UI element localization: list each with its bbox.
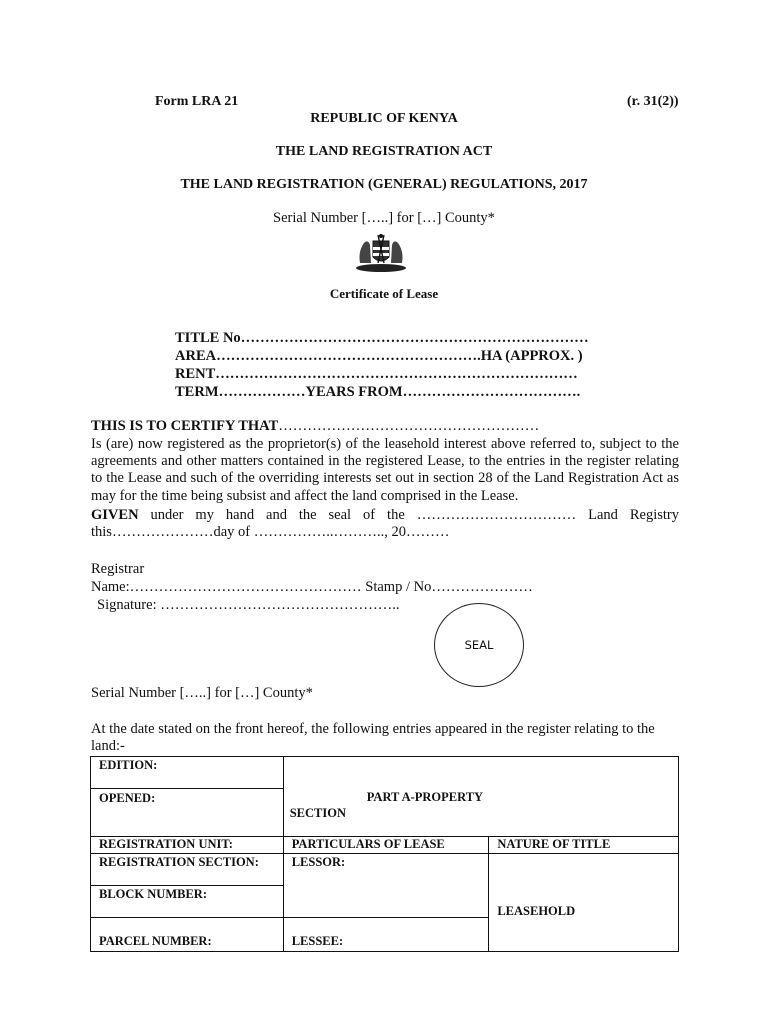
name-stamp-line: Name:………………………………………… Stamp / No………………… [91,579,533,595]
registration-section-cell: REGISTRATION SECTION: [91,854,284,886]
certify-paragraph: Is (are) now registered as the proprietor(s) of the leasehold interest above referred to, subject to the agreements and other matters contained in the registered Lease, to the entries in the register relating to the Lease and such of the overriding interests set out in section 28 of the Land Registration Act as may for the time being subsist and affect the land comprised in the Lease. [91,436,679,504]
signature-line: Signature: ………………………………………….. [97,597,400,613]
certify-dots: ……………………………………………… [278,418,540,434]
seal-circle [434,603,524,687]
form-number: Form LRA 21 [155,94,239,109]
term-line: TERM………………YEARS FROM………………………………. [175,384,581,400]
given-word: GIVEN [91,507,139,523]
edition-cell: EDITION: [91,757,284,789]
regulations-heading: THE LAND REGISTRATION (GENERAL) REGULATIONS, 2017 [180,177,588,192]
register-intro: At the date stated on the front hereof, the following entries appeared in the register relating to the land:- [91,721,655,754]
title-number-line: TITLE No……………………………………………………………… [175,330,589,346]
parcel-number-cell: PARCEL NUMBER: [91,918,284,952]
part-a-heading: PART A-PROPERTY [366,790,484,804]
registrar-label: Registrar [91,561,145,577]
certificate-title: Certificate of Lease [329,286,439,301]
leasehold-cell: LEASEHOLD [489,854,679,952]
lessor-cell: LESSOR: [283,854,489,918]
given-rest: under my hand and the seal of the …………………………… Land Registry [150,507,679,523]
register-table [90,756,679,952]
area-line: AREA……………………………………………….HA (APPROX. ) [175,348,583,364]
given-date-line: this…………………day of ……………..……….., 20……… [91,524,450,540]
serial-number-line: Serial Number […..] for […] County* [273,210,495,226]
back-serial-number-line: Serial Number […..] for […] County* [91,685,313,701]
republic-heading: REPUBLIC OF KENYA [310,111,458,126]
certify-heading [91,418,679,435]
opened-cell: OPENED: [91,789,284,837]
rent-line: RENT………………………………………………………………… [175,366,578,382]
seal-label: SEAL [464,638,494,652]
act-heading: THE LAND REGISTRATION ACT [275,144,493,159]
nature-of-title-cell: NATURE OF TITLE [489,837,679,854]
particulars-of-lease-cell: PARTICULARS OF LEASE [283,837,489,854]
section-heading: SECTION [289,806,346,820]
given-line [91,507,679,524]
lessee-cell: LESSEE: [283,918,489,952]
registration-unit-cell: REGISTRATION UNIT: [91,837,284,854]
kenya-coat-of-arms-icon [354,233,408,273]
part-a-cell [283,757,678,837]
certify-lead: THIS IS TO CERTIFY THAT [91,418,279,434]
block-number-cell: BLOCK NUMBER: [91,886,284,918]
rule-reference: (r. 31(2)) [627,94,679,109]
